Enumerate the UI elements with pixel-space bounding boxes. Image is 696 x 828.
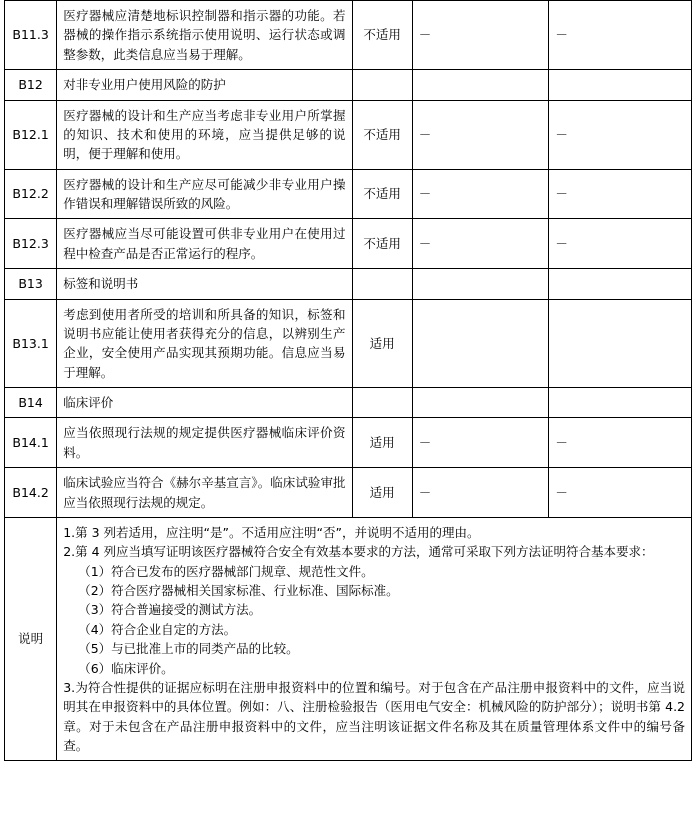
row-id: B12.2 xyxy=(5,169,57,219)
row-method: － xyxy=(412,100,549,169)
note-line: （6）临床评价。 xyxy=(78,660,174,676)
table-row xyxy=(5,169,692,219)
row-evidence: － xyxy=(549,169,692,219)
row-requirement: 医疗器械应当尽可能设置可供非专业用户在使用过程中检查产品是否正常运行的程序。 xyxy=(57,219,352,269)
note-line: （5）与已批准上市的同类产品的比较。 xyxy=(78,641,299,657)
essential-requirements-table xyxy=(4,0,692,761)
table-row xyxy=(5,418,692,468)
row-applicability: 不适用 xyxy=(352,1,412,70)
row-method xyxy=(412,388,549,418)
row-requirement: 考虑到使用者所受的培训和所具备的知识，标签和说明书应能让使用者获得充分的信息，以辨别生产企业，安全使用产品实现其预期功能。信息应当易于理解。 xyxy=(57,299,352,388)
row-requirement: 应当依照现行法规的规定提供医疗器械临床评价资料。 xyxy=(57,418,352,468)
row-applicability: 适用 xyxy=(352,468,412,518)
row-requirement: 对非专业用户使用风险的防护 xyxy=(57,70,352,100)
note-line: （3）符合普遍接受的测试方法。 xyxy=(78,602,262,618)
row-evidence xyxy=(549,70,692,100)
note-body xyxy=(57,517,692,761)
row-id: B12.1 xyxy=(5,100,57,169)
row-requirement: 医疗器械的设计和生产应尽可能减少非专业用户操作错误和理解错误所致的风险。 xyxy=(57,169,352,219)
row-method: － xyxy=(412,418,549,468)
row-evidence xyxy=(549,269,692,299)
row-id: B14 xyxy=(5,388,57,418)
table-row xyxy=(5,100,692,169)
table-row-note xyxy=(5,517,692,761)
row-method xyxy=(412,269,549,299)
note-line: （2）符合医疗器械相关国家标准、行业标准、国际标准。 xyxy=(78,583,399,598)
note-line: （4）符合企业自定的方法。 xyxy=(78,621,237,637)
row-evidence: － xyxy=(549,100,692,169)
row-id: B13 xyxy=(5,269,57,299)
row-applicability: 不适用 xyxy=(352,219,412,269)
table-row xyxy=(5,1,692,70)
row-requirement: 医疗器械应清楚地标识控制器和指示器的功能。若器械的操作指示系统指示使用说明、运行状态或调整参数，此类信息应当易于理解。 xyxy=(57,1,352,70)
row-id: B13.1 xyxy=(5,299,57,388)
row-id: B11.3 xyxy=(5,1,57,70)
row-applicability: 适用 xyxy=(352,299,412,388)
row-requirement: 医疗器械的设计和生产应当考虑非专业用户所掌握的知识、技术和使用的环境，应当提供足够的说明，便于理解和使用。 xyxy=(57,100,352,169)
table-row xyxy=(5,468,692,518)
note-line: （1）符合已发布的医疗器械部门规章、规范性文件。 xyxy=(78,563,374,579)
row-evidence: － xyxy=(549,468,692,518)
row-evidence: － xyxy=(549,1,692,70)
row-applicability xyxy=(352,269,412,299)
row-method: － xyxy=(412,219,549,269)
row-method: － xyxy=(412,468,549,518)
row-applicability: 不适用 xyxy=(352,100,412,169)
row-method xyxy=(412,70,549,100)
row-applicability xyxy=(352,70,412,100)
table-row-section xyxy=(5,388,692,418)
row-id: B12 xyxy=(5,70,57,100)
row-id: B14.1 xyxy=(5,418,57,468)
table-row-section xyxy=(5,269,692,299)
row-id: B14.2 xyxy=(5,468,57,518)
row-evidence: － xyxy=(549,418,692,468)
table-row xyxy=(5,299,692,388)
row-method: － xyxy=(412,1,549,70)
note-label: 说明 xyxy=(5,517,57,761)
row-requirement: 标签和说明书 xyxy=(57,269,352,299)
row-requirement: 临床试验应当符合《赫尔辛基宣言》。临床试验审批应当依照现行法规的规定。 xyxy=(57,468,352,518)
row-method: － xyxy=(412,169,549,219)
row-requirement: 临床评价 xyxy=(57,388,352,418)
row-applicability xyxy=(352,388,412,418)
row-applicability: 不适用 xyxy=(352,169,412,219)
row-method xyxy=(412,299,549,388)
note-line: 2.第 4 列应当填写证明该医疗器械符合安全有效基本要求的方法，通常可采取下列方法证明符合基本要求： xyxy=(63,544,654,560)
table-row-section xyxy=(5,70,692,100)
row-evidence: － xyxy=(549,219,692,269)
note-line: 3.为符合性提供的证据应标明在注册申报资料中的位置和编号。对于包含在产品注册申报资料中的文件，应当说明其在申报资料中的具体位置。例如：八、注册检验报告（医用电气安全：机械风险的防护部分）；说明书第 4.2 章。对于未包含在产品注册申报资料中的文件，应当注明该证据文件名称及其在质量管理体系文件中的编号备查。 xyxy=(63,679,685,753)
table-row xyxy=(5,219,692,269)
row-evidence xyxy=(549,299,692,388)
row-applicability: 适用 xyxy=(352,418,412,468)
row-evidence xyxy=(549,388,692,418)
table-body xyxy=(5,1,692,761)
row-id: B12.3 xyxy=(5,219,57,269)
note-line: 1.第 3 列若适用，应注明“是”。不适用应注明“否”，并说明不适用的理由。 xyxy=(63,524,480,540)
